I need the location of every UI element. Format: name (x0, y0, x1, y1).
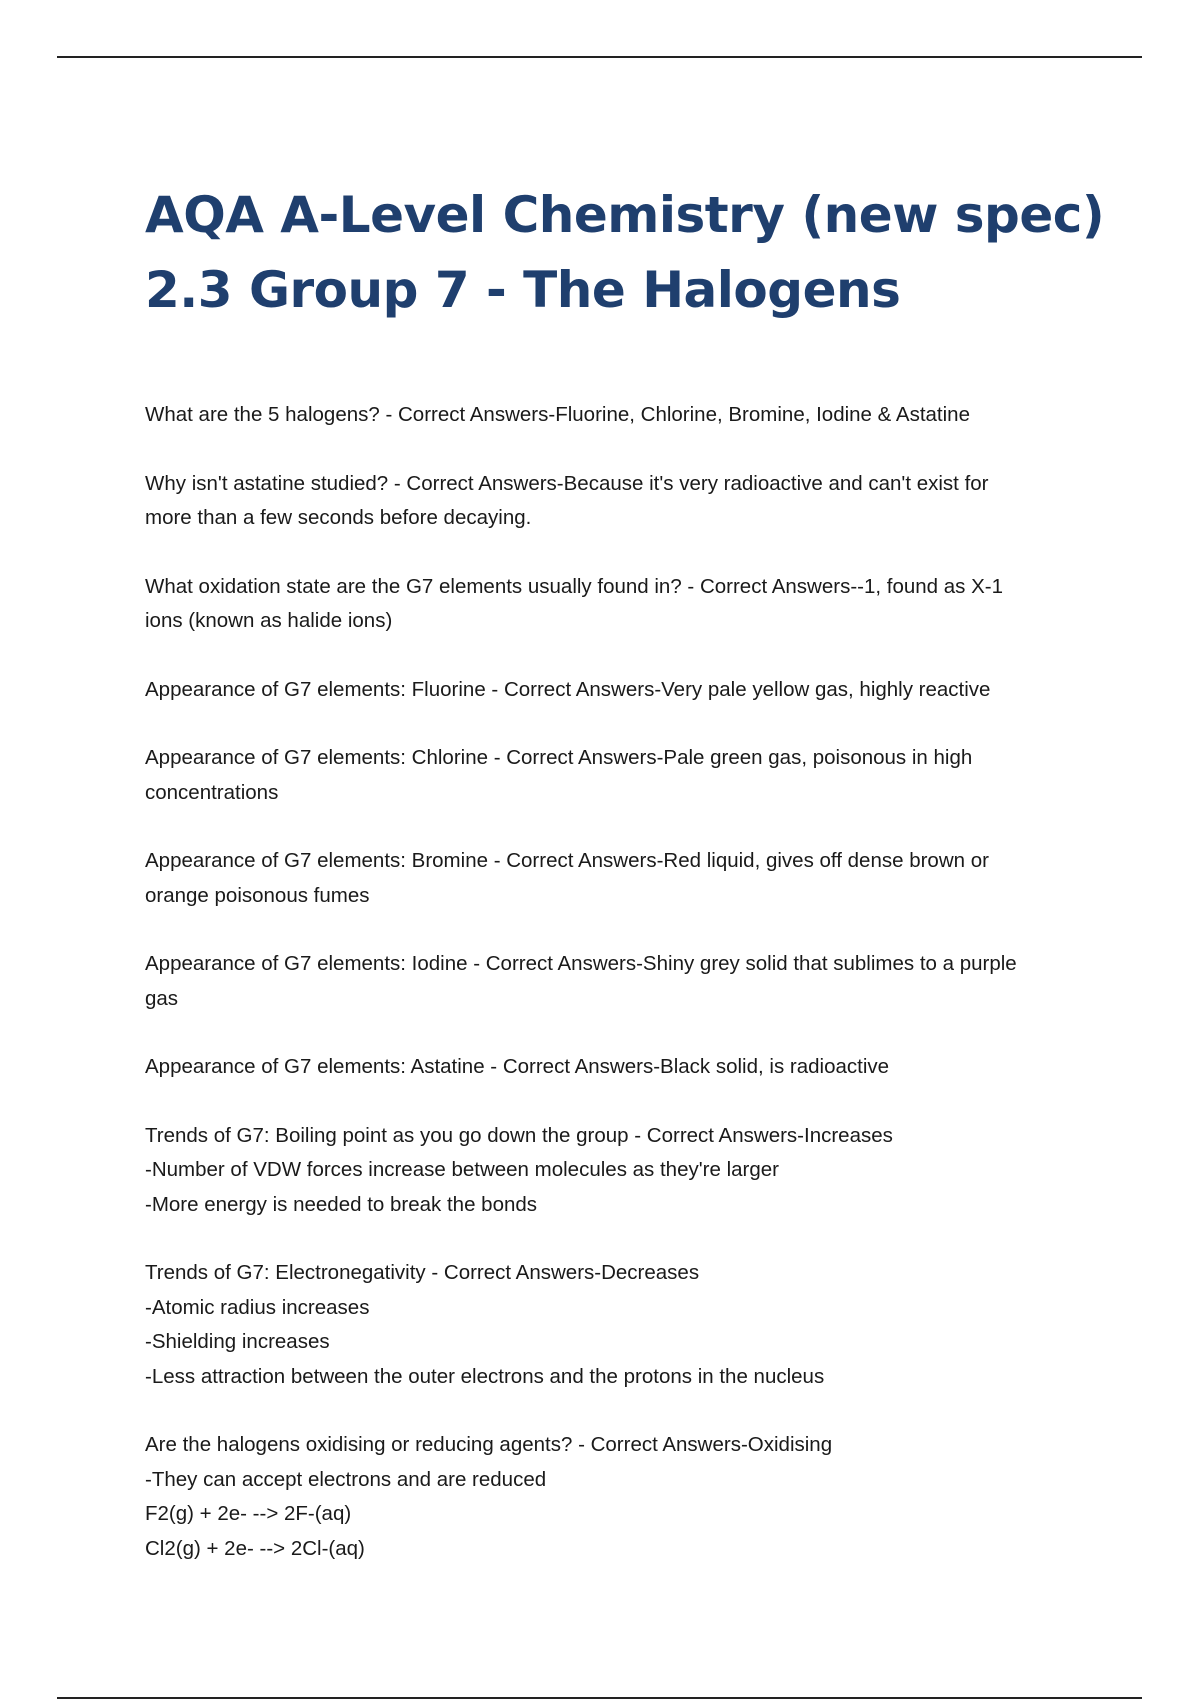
qa-line: Cl2(g) + 2e- --> 2Cl-(aq) (145, 1536, 365, 1560)
qa-line: What are the 5 halogens? - Correct Answers-Fluorine, Chlorine, Bromine, Iodine & Astatine (145, 403, 970, 426)
qa-line: What oxidation state are the G7 elements usually found in? - Correct Answers--1, found as X-1 (145, 574, 1004, 598)
qa-entry-chlorine (145, 741, 1105, 810)
qa-line: -Number of VDW forces increase between molecules as they're larger (145, 1158, 779, 1181)
qa-line: Appearance of G7 elements: Fluorine - Correct Answers-Very pale yellow gas, highly reactive (145, 677, 991, 701)
page-title (145, 178, 1105, 328)
qa-entry-fluorine (145, 673, 1105, 708)
title-line-2: 2.3 Group 7 - The Halogens (145, 261, 901, 319)
qa-line: -Shielding increases (145, 1330, 330, 1353)
qa-entry-oxidation-state (145, 570, 1105, 639)
qa-entry-iodine (145, 947, 1105, 1016)
qa-line: Trends of G7: Electronegativity - Correct Answers-Decreases (145, 1261, 700, 1284)
qa-line: -Less attraction between the outer electrons and the protons in the nucleus (145, 1364, 825, 1388)
qa-line: Appearance of G7 elements: Iodine - Correct Answers-Shiny grey solid that sublimes to a purple (145, 952, 1017, 975)
qa-line: F2(g) + 2e- --> 2F-(aq) (145, 1502, 352, 1525)
top-rule (57, 56, 1142, 58)
qa-line: Appearance of G7 elements: Chlorine - Correct Answers-Pale green gas, poisonous in high (145, 746, 973, 769)
qa-line: ions (known as halide ions) (145, 609, 393, 632)
qa-line: -They can accept electrons and are reduced (145, 1467, 547, 1491)
qa-line: more than a few seconds before decaying. (145, 506, 532, 529)
qa-line: concentrations (145, 780, 279, 804)
qa-line: Trends of G7: Boiling point as you go down the group - Correct Answers-Increases (145, 1123, 893, 1147)
qa-line: orange poisonous fumes (145, 883, 370, 907)
qa-line: -More energy is needed to break the bonds (145, 1192, 538, 1216)
qa-entry-bromine (145, 844, 1105, 913)
qa-entry-electronegativity (145, 1256, 1105, 1394)
qa-entry-astatine-appearance (145, 1050, 1105, 1085)
bottom-rule (57, 1697, 1142, 1699)
qa-line: gas (145, 986, 179, 1010)
qa-entry-boiling-point (145, 1119, 1105, 1223)
qa-entry-halogens (145, 398, 1105, 433)
qa-entry-astatine (145, 467, 1105, 536)
title-line-1: AQA A-Level Chemistry (new spec) (145, 186, 1105, 244)
qa-line: Why isn't astatine studied? - Correct Answers-Because it's very radioactive and can't exist for (145, 471, 989, 495)
qa-entry-oxidising-agents (145, 1428, 1105, 1566)
qa-line: Are the halogens oxidising or reducing agents? - Correct Answers-Oxidising (145, 1433, 833, 1456)
qa-list (145, 398, 1105, 1600)
qa-line: Appearance of G7 elements: Astatine - Correct Answers-Black solid, is radioactive (145, 1055, 890, 1078)
qa-line: Appearance of G7 elements: Bromine - Correct Answers-Red liquid, gives off dense brown or (145, 849, 989, 872)
qa-line: -Atomic radius increases (145, 1295, 370, 1319)
